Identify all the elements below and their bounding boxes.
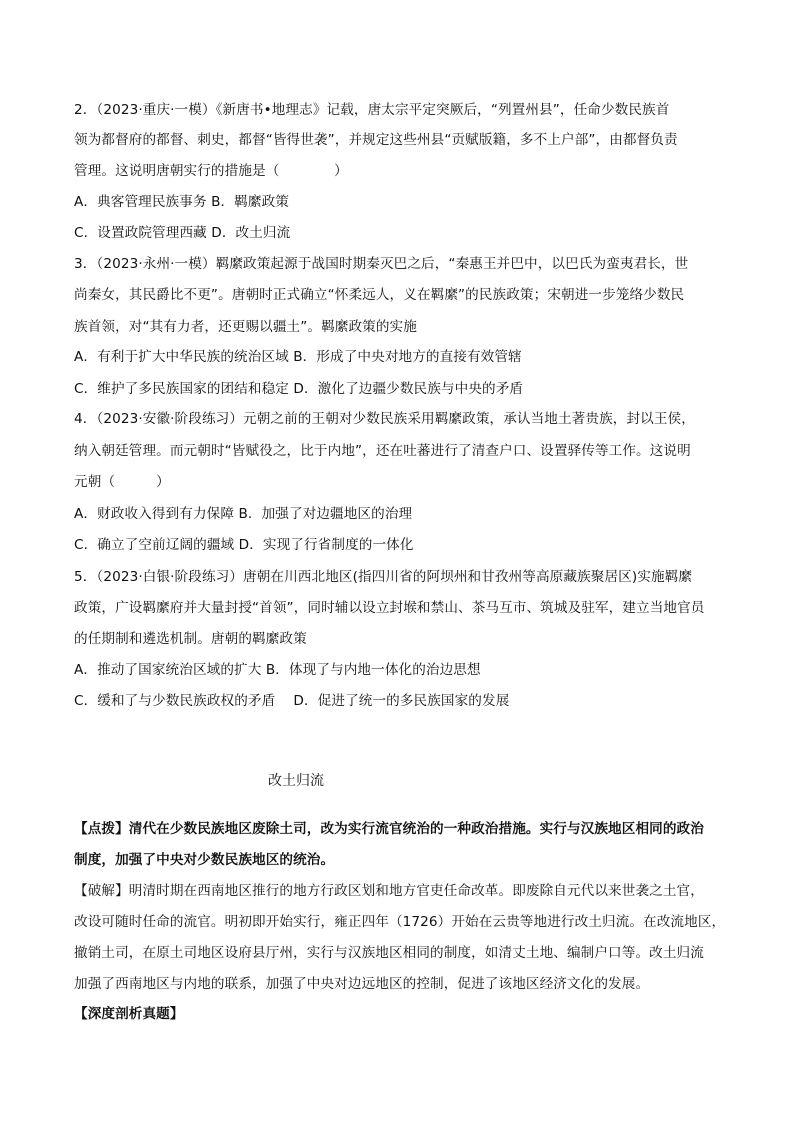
hint-line-1: 【点拨】清代在少数民族地区废除土司，改为实行流官统治的一种政治措施。实行与汉族地区相同的政治 bbox=[74, 821, 704, 837]
q2-options-1: A．典客管理民族事务 B．羁縻政策 bbox=[74, 194, 289, 210]
q3-options-1: A．有利于扩大中华民族的统治区域 B．形成了中央对地方的直接有效管辖 bbox=[74, 349, 522, 365]
q5-line-1: 5．（2023·白银·阶段练习）唐朝在川西北地区(指四川省的阿坝州和甘孜州等高原藏族聚居区)实施羁縻 bbox=[74, 569, 693, 585]
q3-line-3: 族首领，对“其有力者，还更赐以疆土”。羁縻政策的实施 bbox=[74, 319, 417, 335]
explain-line-1: 【破解】明清时期在西南地区推行的地方行政区划和地方官吏任命改革。即废除自元代以来世袭之土官， bbox=[74, 883, 704, 899]
explain-line-2: 改设可随时任命的流官。明初即开始实行，雍正四年（1726）开始在云贵等地进行改土归流。在改流地区， bbox=[74, 914, 726, 930]
q4-line-1: 4．（2023·安徽·阶段练习）元朝之前的王朝对少数民族采用羁縻政策，承认当地土著贵族，封以王侯， bbox=[74, 411, 695, 427]
explain-line-4: 加强了西南地区与内地的联系，加强了中央对边远地区的控制，促进了该地区经济文化的发展。 bbox=[74, 976, 650, 992]
section-title: 改土归流 bbox=[268, 773, 324, 789]
q2-line-1: 2．（2023·重庆·一模）《新唐书•地理志》记载，唐太宗平定突厥后，“列置州县”，任命少数民族首 bbox=[74, 102, 670, 118]
q3-line-2: 尚秦女，其民爵比不更”。唐朝时正式确立“怀柔远人，义在羁縻”的民族政策；宋朝进一步笼络少数民 bbox=[74, 287, 685, 303]
q4-line-3: 元朝（ ） bbox=[74, 474, 170, 490]
q4-line-2: 纳入朝廷管理。而元朝时“皆赋役之，比于内地”，还在吐蕃进行了清查户口、设置驿传等工作。这说明 bbox=[74, 443, 691, 459]
q5-options-1: A．推动了国家统治区域的扩大 B．体现了与内地一体化的治边思想 bbox=[74, 662, 481, 678]
deep-analysis-label: 【深度剖析真题】 bbox=[74, 1006, 184, 1022]
explain-line-3: 撤销土司，在原土司地区设府县厅州，实行与汉族地区相同的制度，如清丈土地、编制户口等。改土归流 bbox=[74, 945, 704, 961]
q2-line-2: 领为都督府的都督、刺史，都督“皆得世袭”，并规定这些州县“贡赋版籍，多不上户部”，由都督负责 bbox=[74, 132, 678, 148]
q3-options-2: C．维护了多民族国家的团结和稳定 D．激化了边疆少数民族与中央的矛盾 bbox=[74, 381, 524, 397]
q5-options-2: C．缓和了与少数民族政权的矛盾 D．促进了统一的多民族国家的发展 bbox=[74, 693, 510, 709]
q2-options-2: C．设置政院管理西藏 D．改土归流 bbox=[74, 225, 291, 241]
q5-line-2: 政策，广设羁縻府并大量封授“首领”，同时辅以设立封堠和禁山、茶马互市、筑城及驻军，建立当地官员 bbox=[74, 600, 705, 616]
q2-line-3: 管理。这说明唐朝实行的措施是（ ） bbox=[74, 163, 348, 179]
q4-options-1: A．财政收入得到有力保障 B．加强了对边疆地区的治理 bbox=[74, 506, 413, 522]
hint-line-2: 制度，加强了中央对少数民族地区的统治。 bbox=[74, 852, 335, 868]
q3-line-1: 3．（2023·永州·一模）羁縻政策起源于战国时期秦灭巴之后，“秦惠王并巴中，以巴氏为蛮夷君长，世 bbox=[74, 256, 689, 272]
q5-line-3: 的任期制和遴选机制。唐朝的羁縻政策 bbox=[74, 631, 307, 647]
q4-options-2: C．确立了空前辽阔的疆域 D．实现了行省制度的一体化 bbox=[74, 537, 414, 553]
